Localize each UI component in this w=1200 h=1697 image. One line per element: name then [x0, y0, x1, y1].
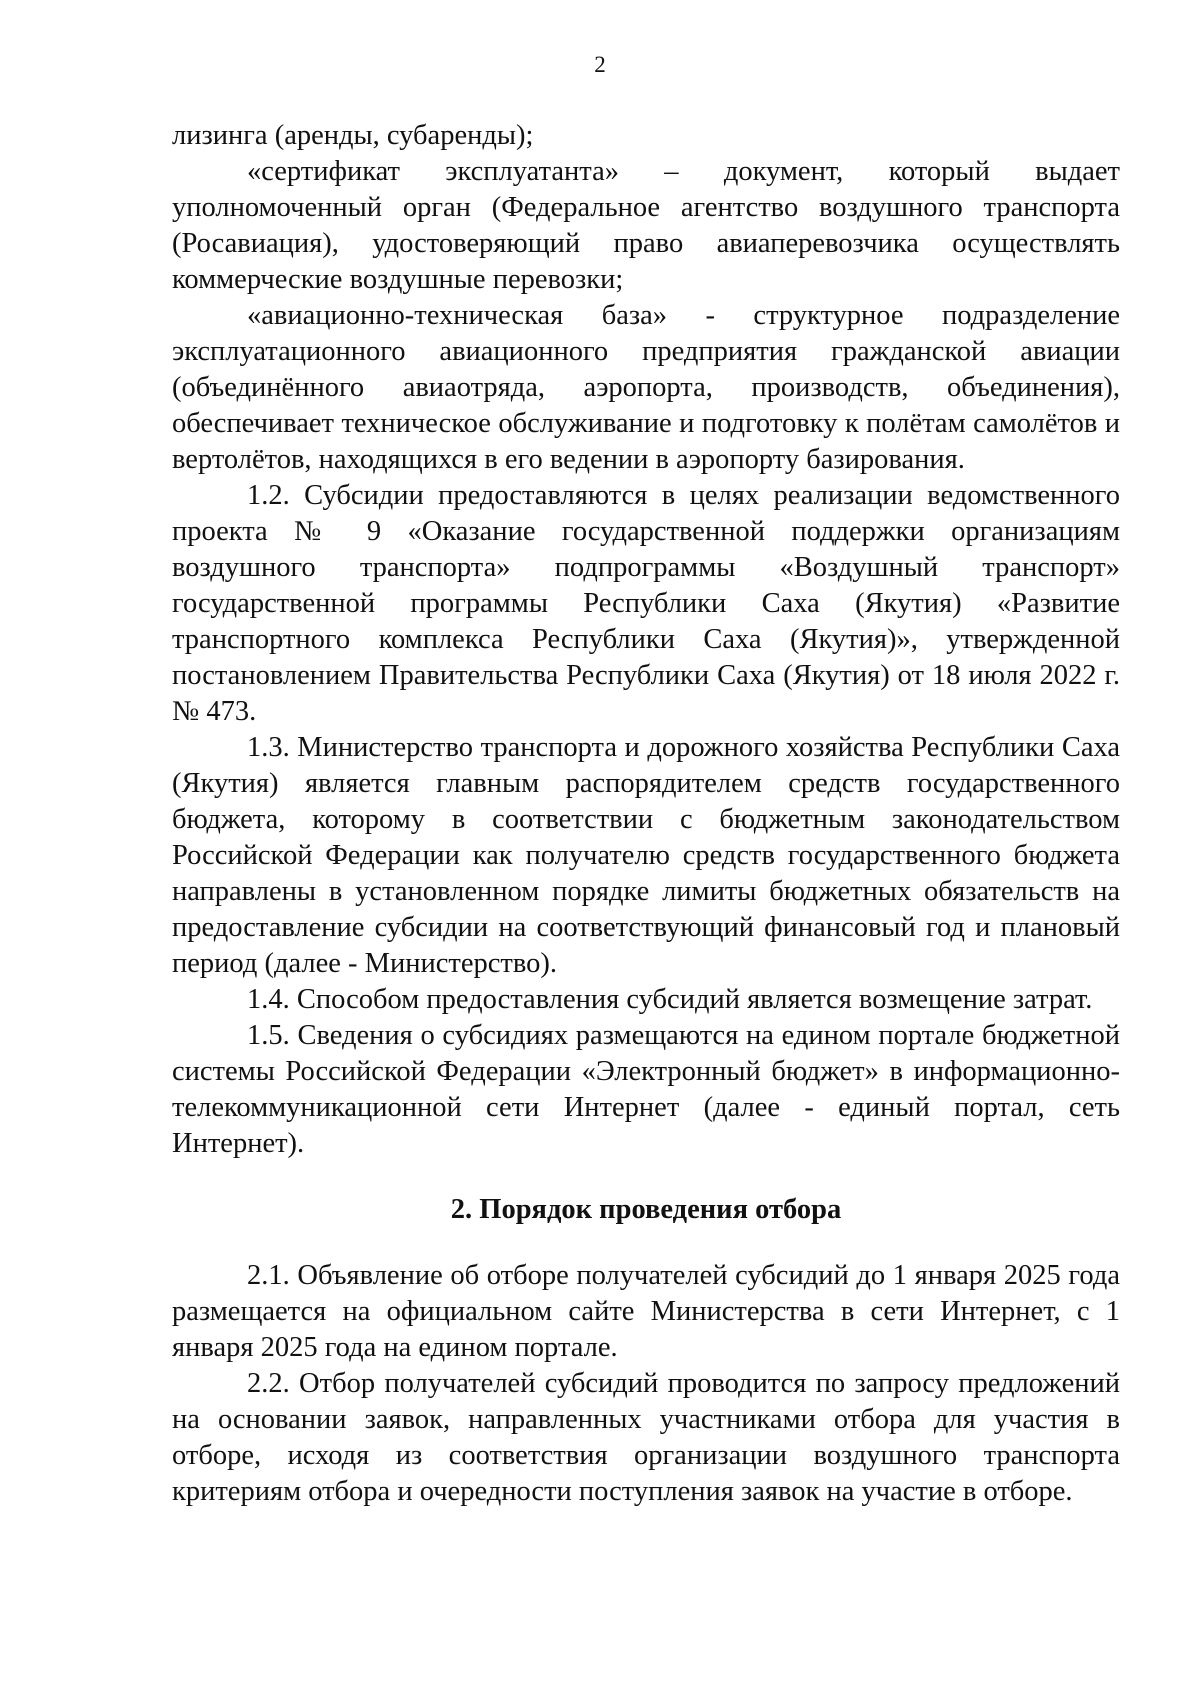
paragraph-def-operator-certificate: «сертификат эксплуатанта» – документ, который выдает уполномоченный орган (Федеральное агентство воздушного транспорта (Росавиация), удостоверяющий право авиаперевозчика осуществлять коммерческие воздушные перевозки; — [172, 156, 1120, 295]
paragraph-clause-2-2: 2.2. Отбор получателей субсидий проводится по запросу предложений на основании заявок, направленных участниками отбора для участия в отборе, исходя из соответствия организации воздушного транспорта критериям отбора и очередности поступления заявок на участие в отборе. — [172, 1368, 1120, 1507]
paragraph-clause-1-2: 1.2. Субсидии предоставляются в целях реализации ведомственного проекта № 9 «Оказание государственной поддержки организациям воздушного транспорта» подпрограммы «Воздушный транспорт» государственной программы Республики Саха (Якутия) «Развитие транспортного комплекса Республики Саха (Якутия)», утвержденной постановлением Правительства Республики Саха (Якутия) от 18 июля 2022 г. № 473. — [172, 480, 1120, 727]
paragraph-clause-1-5: 1.5. Сведения о субсидиях размещаются на едином портале бюджетной системы Российской Федерации «Электронный бюджет» в информационно-телекоммуникационной сети Интернет (далее - единый портал, сеть Интернет). — [172, 1020, 1120, 1159]
paragraph-def-technical-base: «авиационно-техническая база» - структурное подразделение эксплуатационного авиационного предприятия гражданской авиации (объединённого авиаотряда, аэропорта, производств, объединения), обеспечивает техническое обслуживание и подготовку к полётам самолётов и вертолётов, находящихся в его ведении в аэропорту базирования. — [172, 300, 1120, 475]
document-body — [172, 118, 1120, 1510]
paragraph-leasing-end: лизинга (аренды, субаренды); — [172, 120, 534, 151]
section-heading: 2. Порядок проведения отбора — [450, 1194, 842, 1225]
paragraph-clause-1-3: 1.3. Министерство транспорта и дорожного хозяйства Республики Саха (Якутия) является главным распорядителем средств государственного бюджета, которому в соответствии с бюджетным законодательством Российской Федерации как получателю средств государственного бюджета направлены в установленном порядке лимиты бюджетных обязательств на предоставление субсидии на соответствующий финансовый год и плановый период (далее - Министерство). — [172, 732, 1120, 979]
page-number: 2 — [594, 52, 606, 77]
paragraph-clause-2-1: 2.1. Объявление об отборе получателей субсидий до 1 января 2025 года размещается на официальном сайте Министерства в сети Интернет, с 1 января 2025 года на едином портале. — [172, 1260, 1120, 1363]
paragraph-clause-1-4: 1.4. Способом предоставления субсидий является возмещение затрат. — [247, 984, 1093, 1015]
